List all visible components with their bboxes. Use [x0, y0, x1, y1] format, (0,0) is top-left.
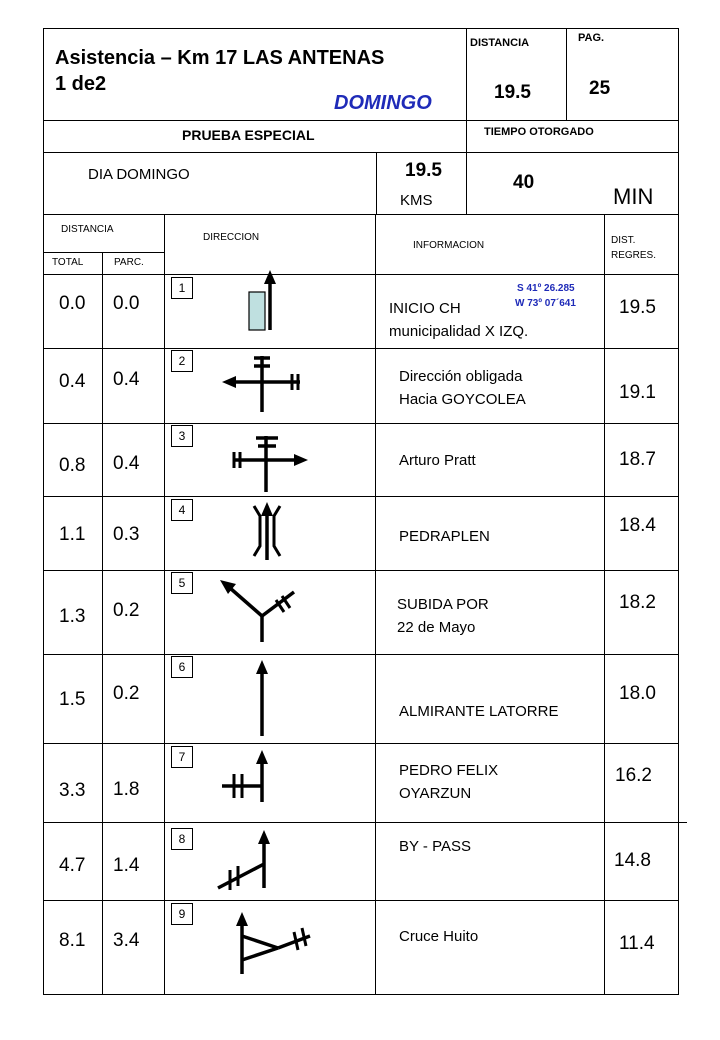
roadbook-subtitle: 1 de2 [55, 73, 107, 95]
info-line-2: 22 de Mayo [397, 619, 476, 636]
total-distance: 4.7 [59, 855, 86, 876]
row-number: 7 [171, 746, 193, 768]
row-number: 4 [171, 499, 193, 521]
distance-value: 19.5 [494, 82, 531, 103]
regress-distance: 16.2 [615, 765, 652, 786]
partial-distance: 0.4 [113, 453, 140, 474]
info-line-2: Hacia GOYCOLEA [399, 391, 526, 408]
time-unit: MIN [613, 184, 654, 209]
row-number: 2 [171, 350, 193, 372]
kms-label: KMS [400, 192, 433, 209]
info-line-1: SUBIDA POR [397, 596, 489, 613]
total-distance: 1.3 [59, 606, 86, 627]
partial-distance: 0.0 [113, 293, 140, 314]
border-top [43, 28, 679, 29]
regress-distance: 19.1 [619, 382, 656, 403]
partial-distance: 1.8 [113, 779, 140, 800]
info-line-1: Arturo Pratt [399, 452, 476, 469]
total-distance: 0.4 [59, 371, 86, 392]
regress-distance: 14.8 [614, 850, 651, 871]
causeway-straight-icon [244, 498, 290, 564]
distance-label: DISTANCIA [470, 37, 530, 49]
info-line-1: BY - PASS [399, 838, 471, 855]
info-line-1: ALMIRANTE LATORRE [399, 703, 559, 720]
regress-distance: 19.5 [619, 297, 656, 318]
row-number: 6 [171, 656, 193, 678]
col-direction: DIRECCION [203, 232, 260, 243]
row-number: 8 [171, 828, 193, 850]
time-value: 40 [513, 172, 535, 193]
regress-distance: 11.4 [619, 933, 655, 954]
section-label: PRUEBA ESPECIAL [182, 127, 315, 143]
row-number: 5 [171, 572, 193, 594]
time-label: TIEMPO OTORGADO [484, 126, 594, 138]
total-distance: 0.0 [59, 293, 86, 314]
row-number: 3 [171, 425, 193, 447]
col-partial: PARC. [114, 257, 144, 268]
info-line-1: Dirección obligada [399, 368, 523, 385]
info-line-1: PEDRO FELIX [399, 762, 499, 779]
partial-distance: 0.3 [113, 524, 140, 545]
straight-left-branch-icon [220, 746, 276, 804]
border-left [43, 28, 44, 995]
border-bottom [43, 994, 679, 995]
info-line-1: Cruce Huito [399, 928, 479, 945]
col-information: INFORMACION [413, 240, 485, 251]
page-label: PAG. [578, 32, 605, 44]
day-tag: DOMINGO [334, 92, 432, 114]
start-straight-icon [240, 268, 300, 338]
info-line-2: municipalidad X IZQ. [389, 323, 529, 340]
straight-icon [250, 658, 274, 738]
fork-left-icon [216, 576, 300, 646]
sharp-left-icon [230, 908, 312, 976]
border-right [678, 28, 679, 995]
kms-value: 19.5 [405, 160, 442, 181]
partial-distance: 0.2 [113, 600, 140, 621]
turn-right-icon [226, 432, 316, 494]
total-distance: 8.1 [59, 930, 86, 951]
total-distance: 0.8 [59, 455, 86, 476]
roadbook-title: Asistencia – Km 17 LAS ANTENAS [55, 47, 385, 69]
info-line-1: INICIO CH [389, 300, 461, 317]
partial-distance: 0.4 [113, 369, 140, 390]
partial-distance: 1.4 [113, 855, 140, 876]
col-distance: DISTANCIA [61, 224, 114, 235]
regress-distance: 18.7 [619, 449, 656, 470]
col-total: TOTAL [52, 257, 84, 268]
info-line-2: OYARZUN [399, 785, 472, 802]
total-distance: 1.5 [59, 689, 86, 710]
coord-lat: S 41º 26.285 [517, 283, 575, 294]
regress-distance: 18.4 [619, 515, 656, 536]
coord-lon: W 73º 07´641 [515, 298, 576, 309]
total-distance: 1.1 [59, 524, 86, 545]
regress-distance: 18.0 [619, 683, 656, 704]
page-value: 25 [589, 78, 611, 99]
bypass-straight-icon [216, 826, 276, 892]
partial-distance: 0.2 [113, 683, 140, 704]
row-number: 1 [171, 277, 193, 299]
turn-left-icon [220, 352, 310, 414]
info-line-1: PEDRAPLEN [399, 528, 490, 545]
day-line: DIA DOMINGO [88, 166, 190, 183]
col-regress: DIST. REGRES. [611, 235, 657, 261]
regress-distance: 18.2 [619, 592, 656, 613]
partial-distance: 3.4 [113, 930, 140, 951]
row-number: 9 [171, 903, 193, 925]
total-distance: 3.3 [59, 780, 86, 801]
